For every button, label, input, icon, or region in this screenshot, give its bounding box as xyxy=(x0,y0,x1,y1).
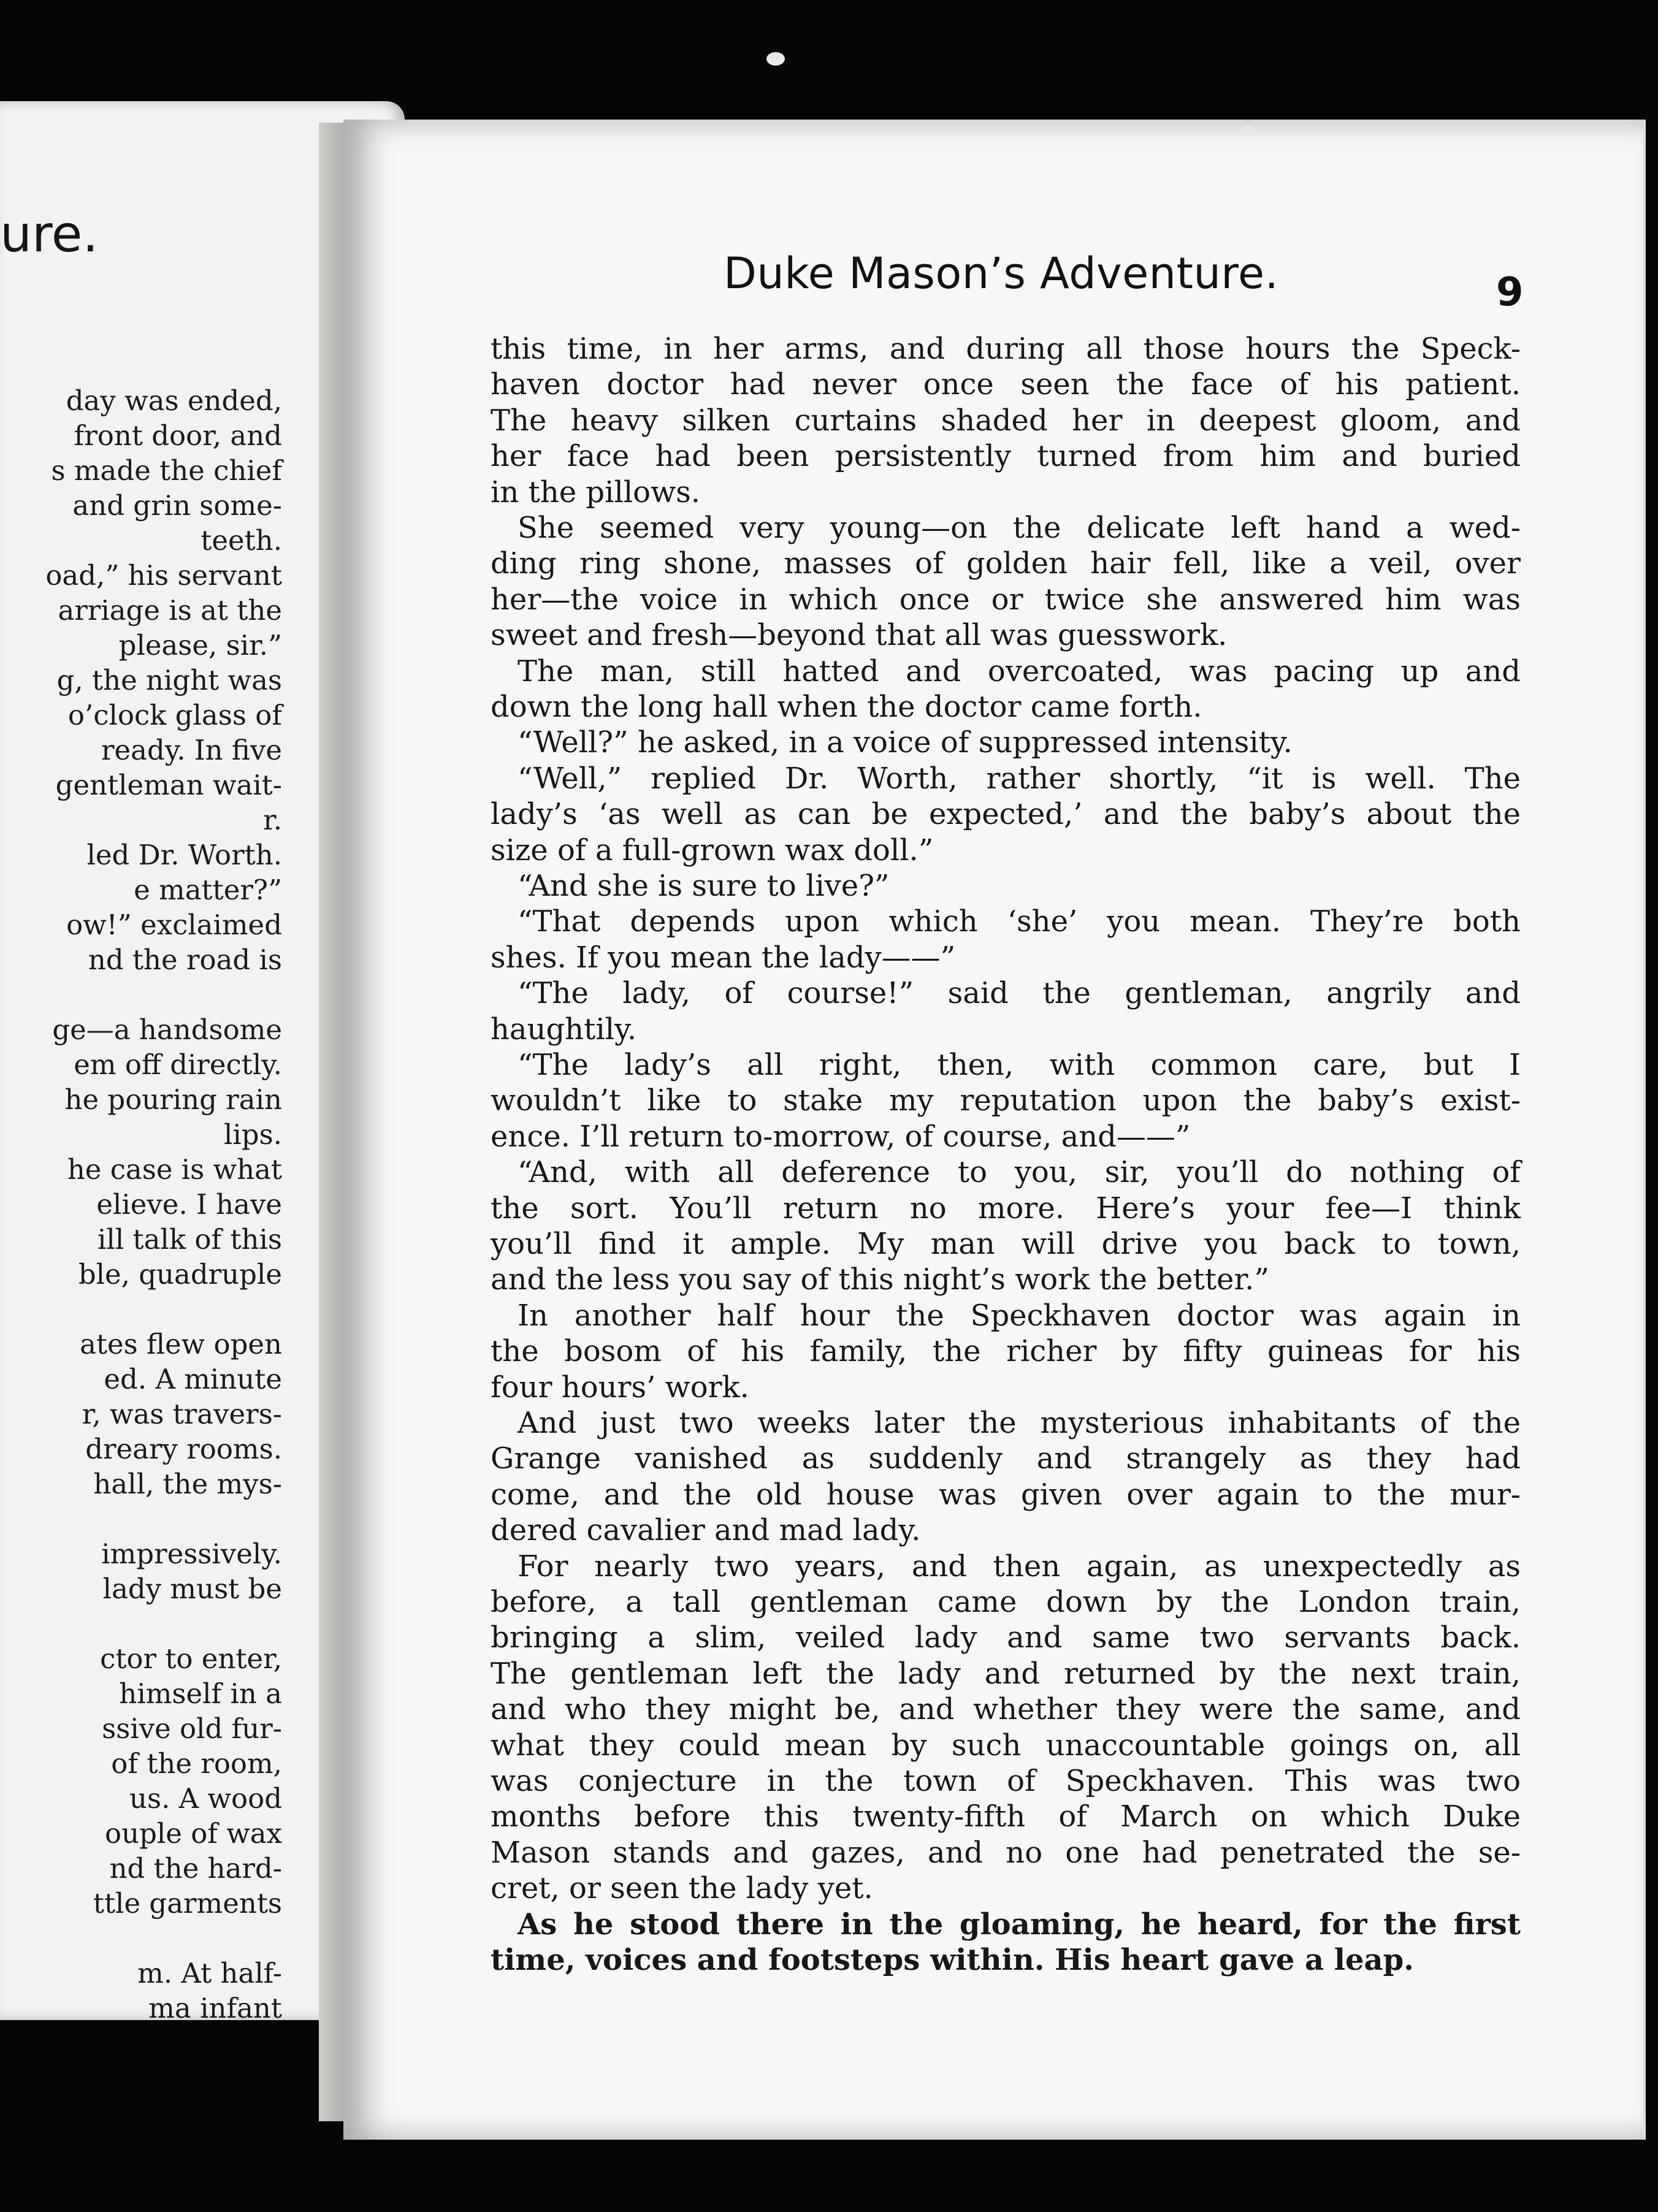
text-line: lady’s ‘as well as can be expected,’ and the baby’s about the xyxy=(491,797,1521,832)
text-line: and who they might be, and whether they were the same, and xyxy=(491,1692,1521,1727)
left-page-line: elieve. I have xyxy=(96,1188,282,1221)
text-line: “The lady, of course!” said the gentleman, angrily and xyxy=(518,976,1521,1011)
text-line: “That depends upon which ‘she’ you mean. They’re both xyxy=(518,904,1521,939)
dust-speck xyxy=(1245,126,1252,132)
left-page-line: led Dr. Worth. xyxy=(86,839,282,871)
left-page-line: ready. In five xyxy=(101,734,282,766)
left-page-line: nd the hard- xyxy=(109,1852,282,1885)
text-line: time, voices and footsteps within. His heart gave a leap. xyxy=(491,1943,1414,1977)
left-page-line: teeth. xyxy=(201,524,282,557)
text-line: ence. I’ll return to-morrow, of course, and——” xyxy=(491,1119,1191,1154)
left-page-line: o’clock glass of xyxy=(67,699,282,731)
left-page-line: of the room, xyxy=(111,1747,282,1780)
text-line: this time, in her arms, and during all those hours the Speck- xyxy=(491,332,1521,366)
left-page-line: s made the chief xyxy=(51,454,282,487)
left-page-line: ouple of wax xyxy=(105,1817,282,1850)
text-line: cret, or seen the lady yet. xyxy=(491,1871,873,1906)
text-line: haven doctor had never once seen the face of his patient. xyxy=(491,367,1521,402)
left-page-line: ates flew open xyxy=(80,1328,282,1360)
left-page-text xyxy=(0,383,282,2024)
left-page-line: em off directly. xyxy=(74,1048,282,1081)
left-page-line: oad,” his servant xyxy=(45,559,282,592)
text-line: the sort. You’ll return no more. Here’s your fee—I think xyxy=(491,1191,1521,1226)
left-page-line: he pouring rain xyxy=(64,1083,282,1116)
left-page-line: ed. A minute xyxy=(104,1363,282,1395)
text-line: For nearly two years, and then again, as unexpectedly as xyxy=(518,1549,1521,1584)
left-page-heading-fragment: ure. xyxy=(0,205,99,264)
running-head: Duke Mason’s Adventure. xyxy=(724,248,1279,299)
left-page-line: dreary rooms. xyxy=(85,1433,282,1465)
text-line: Grange vanished as suddenly and strangely as they had xyxy=(491,1441,1521,1476)
left-page-line: gentleman wait- xyxy=(55,769,282,801)
text-line: “And, with all deference to you, sir, you’ll do nothing of xyxy=(518,1155,1521,1190)
text-line: And just two weeks later the mysterious inhabitants of the xyxy=(518,1406,1521,1440)
left-page-line: ill talk of this xyxy=(97,1223,282,1256)
left-page-line: himself in a xyxy=(119,1677,282,1710)
text-line: The heavy silken curtains shaded her in deepest gloom, and xyxy=(491,403,1521,438)
left-page-line: ge—a handsome xyxy=(52,1013,282,1046)
left-page-line: ssive old fur- xyxy=(102,1712,282,1745)
left-page-line: m. At half- xyxy=(137,1957,282,1989)
left-page-line: he case is what xyxy=(67,1153,282,1186)
left-page-line: r. xyxy=(263,804,282,836)
page-body-text xyxy=(491,331,1521,2035)
left-page-line: front door, and xyxy=(74,419,282,452)
text-line: The man, still hatted and overcoated, was pacing up and xyxy=(518,654,1521,688)
text-line: dered cavalier and mad lady. xyxy=(491,1513,921,1548)
text-line: size of a full-grown wax doll.” xyxy=(491,833,934,868)
left-page-line: lady must be xyxy=(102,1573,282,1605)
text-line: was conjecture in the town of Speckhaven. This was two xyxy=(491,1764,1521,1798)
text-line: down the long hall when the doctor came forth. xyxy=(491,690,1202,724)
text-line: bringing a slim, veiled lady and same two servants back. xyxy=(491,1620,1521,1655)
left-page-line: lips. xyxy=(224,1118,282,1151)
left-page-line: g, the night was xyxy=(56,664,282,696)
text-line: She seemed very young—on the delicate left hand a wed- xyxy=(518,511,1521,545)
text-line: As he stood there in the gloaming, he heard, for the first xyxy=(518,1907,1521,1942)
left-page-line: day was ended, xyxy=(66,384,282,417)
text-line: come, and the old house was given over again to the mur- xyxy=(491,1477,1521,1512)
text-line: “The lady’s all right, then, with common care, but I xyxy=(518,1048,1521,1082)
left-page-line: us. A wood xyxy=(129,1782,282,1815)
text-line: and the less you say of this night’s work the better.” xyxy=(491,1262,1269,1297)
text-line: “Well?” he asked, in a voice of suppressed intensity. xyxy=(518,725,1293,760)
page-number: 9 xyxy=(1496,270,1524,315)
text-line: sweet and fresh—beyond that all was guesswork. xyxy=(491,618,1228,653)
text-line: shes. If you mean the lady——” xyxy=(491,940,956,975)
text-line: The gentleman left the lady and returned by the next train, xyxy=(491,1656,1521,1691)
text-line: In another half hour the Speckhaven doctor was again in xyxy=(518,1298,1521,1333)
left-page-line: impressively. xyxy=(101,1538,282,1570)
left-page-line: arriage is at the xyxy=(58,594,282,627)
left-page-line: ttle garments xyxy=(93,1887,282,1920)
text-line: four hours’ work. xyxy=(491,1370,749,1405)
text-line: in the pillows. xyxy=(491,475,701,509)
left-page-line: ble, quadruple xyxy=(78,1258,282,1291)
text-line: Mason stands and gazes, and no one had penetrated the se- xyxy=(491,1835,1521,1870)
left-page-line: e matter?” xyxy=(134,874,282,906)
text-line: months before this twenty-fifth of March on which Duke xyxy=(491,1799,1521,1834)
text-line: haughtily. xyxy=(491,1012,637,1047)
text-line: her face had been persistently turned from him and buried xyxy=(491,439,1521,474)
text-line: “And she is sure to live?” xyxy=(518,869,890,903)
text-line: you’ll find it ample. My man will drive you back to town, xyxy=(491,1227,1521,1261)
text-line: before, a tall gentleman came down by the London train, xyxy=(491,1585,1521,1619)
text-line: wouldn’t like to stake my reputation upon the baby’s exist- xyxy=(491,1083,1521,1118)
text-line: “Well,” replied Dr. Worth, rather shortly, “it is well. The xyxy=(518,761,1521,796)
text-line: her—the voice in which once or twice she answered him was xyxy=(491,582,1521,617)
left-page-line: please, sir.” xyxy=(118,629,282,662)
text-line: ding ring shone, masses of golden hair fell, like a veil, over xyxy=(491,546,1521,581)
text-line: the bosom of his family, the richer by fifty guineas for his xyxy=(491,1334,1521,1369)
left-page-line: nd the road is xyxy=(88,944,282,976)
left-page-line: r, was travers- xyxy=(82,1398,282,1430)
left-page-line: ow!” exclaimed xyxy=(66,909,282,941)
left-page-line: ma infant xyxy=(148,1992,282,2024)
left-page-line: ctor to enter, xyxy=(100,1642,282,1675)
left-page-line: and grin some- xyxy=(72,489,282,522)
text-line: what they could mean by such unaccountable goings on, all xyxy=(491,1728,1521,1763)
dust-speck xyxy=(766,52,785,66)
left-page-line: hall, the mys- xyxy=(93,1468,282,1500)
